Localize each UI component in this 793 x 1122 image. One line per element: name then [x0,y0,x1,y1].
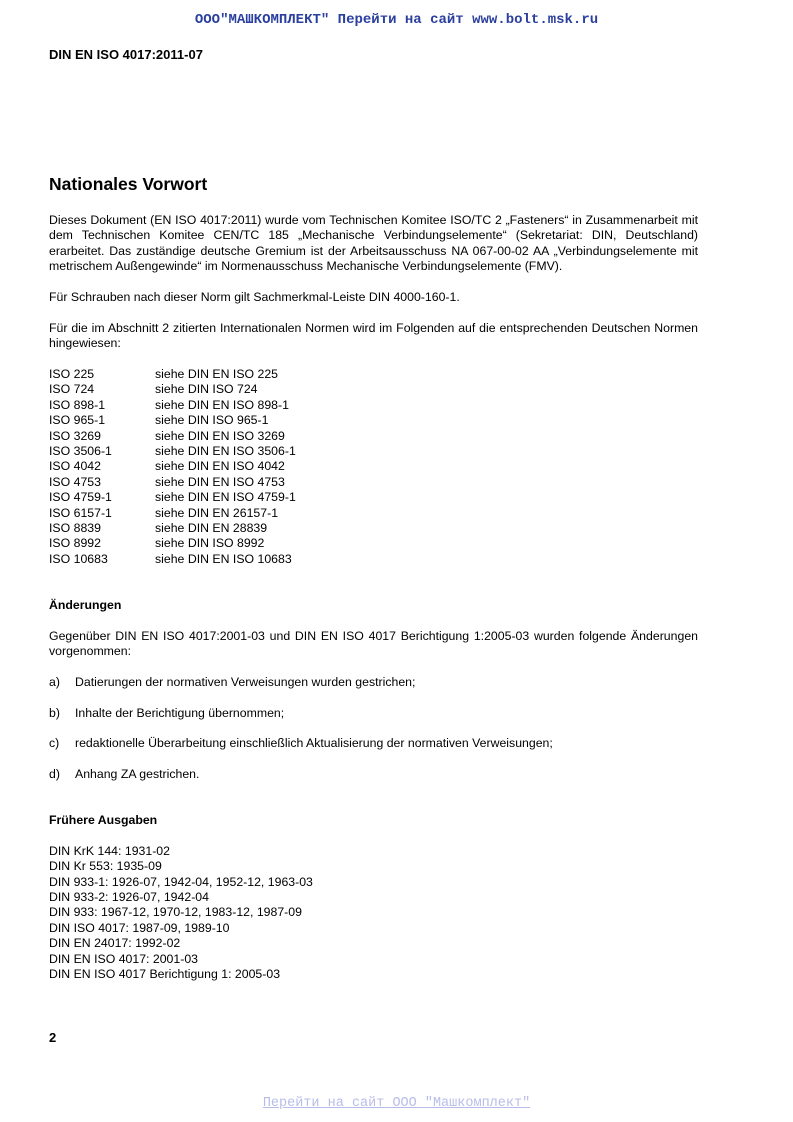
previous-edition: DIN 933-1: 1926-07, 1942-04, 1952-12, 1963-03 [49,874,313,889]
iso-norm: ISO 4759-1 [49,490,112,505]
din-norm: siehe DIN EN 26157-1 [155,505,279,520]
din-norm: siehe DIN EN ISO 225 [155,367,279,382]
document-id: DIN EN ISO 4017:2011-07 [49,47,203,62]
change-text: redaktionelle Überarbeitung einschließlich Aktualisierung der normativen Verweisungen; [75,736,553,751]
change-letter: a) [49,674,60,689]
din-norm: siehe DIN ISO 965-1 [155,413,269,428]
change-item [49,675,698,690]
iso-norm: ISO 3506-1 [49,444,112,459]
previous-edition: DIN Kr 553: 1935-09 [49,859,162,874]
previous-editions-list [49,844,698,983]
change-letter: c) [49,736,60,751]
change-letter: d) [49,767,60,782]
previous-edition: DIN ISO 4017: 1987-09, 1989-10 [49,920,230,935]
din-norm: siehe DIN EN 28839 [155,521,268,536]
norm-reference-table [49,367,698,567]
din-norm: siehe DIN ISO 724 [155,382,258,397]
din-norm: siehe DIN EN ISO 4753 [155,474,285,489]
change-item [49,706,698,721]
din-norm: siehe DIN EN ISO 898-1 [155,397,289,412]
previous-edition: DIN 933-2: 1926-07, 1942-04 [49,889,209,904]
previous-edition: DIN 933: 1967-12, 1970-12, 1983-12, 1987-09 [49,905,302,920]
site-banner-link[interactable]: ООО"МАШКОМПЛЕКТ" Перейти на сайт www.bolt.msk.ru [194,12,599,28]
page-content [49,174,698,982]
footer-site-link[interactable]: Перейти на сайт ООО "Машкомплект" [262,1096,531,1111]
norm-row [49,552,698,567]
norm-row [49,367,698,382]
foreword-paragraph: Dieses Dokument (EN ISO 4017:2011) wurde vom Technischen Komitee ISO/TC 2 „Fasteners“ in Zusammenarbeit mit dem Technischen Komitee CEN/TC 185 „Mechanische Verbindungselemente“ (Sekretariat: DIN, Deutschland) erarbeitet. Das zuständige deutsche Gremium ist der Arbeitsausschuss NA 067-00-02 AA „Verbindungselemente mit metrischem Außengewinde“ im Normenausschuss Mechanische Verbindungselemente (FMV). [49,213,698,274]
previous-editions-heading: Frühere Ausgaben [49,813,158,828]
din-norm: siehe DIN EN ISO 3506-1 [155,444,296,459]
iso-norm: ISO 724 [49,382,95,397]
norm-row [49,536,698,551]
references-paragraph: Für die im Abschnitt 2 zitierten Internationalen Normen wird im Folgenden auf die entsprechenden Deutschen Normen hingewiesen: [49,320,698,351]
din-norm: siehe DIN EN ISO 4042 [155,459,285,474]
change-text: Inhalte der Berichtigung übernommen; [75,705,285,720]
din-norm: siehe DIN EN ISO 10683 [155,551,292,566]
norm-row [49,506,698,521]
norm-row [49,444,698,459]
norm-row [49,475,698,490]
change-item [49,736,698,751]
schrauben-paragraph: Für Schrauben nach dieser Norm gilt Sachmerkmal-Leiste DIN 4000-160-1. [49,290,460,305]
din-norm: siehe DIN ISO 8992 [155,536,265,551]
norm-row [49,490,698,505]
previous-edition: DIN KrK 144: 1931-02 [49,843,170,858]
norm-row [49,521,698,536]
iso-norm: ISO 4042 [49,459,101,474]
previous-edition: DIN EN ISO 4017: 2001-03 [49,951,199,966]
page-number: 2 [49,1030,57,1045]
iso-norm: ISO 8992 [49,536,101,551]
section-title: Nationales Vorwort [49,174,208,194]
previous-edition: DIN EN 24017: 1992-02 [49,936,181,951]
norm-row [49,429,698,444]
iso-norm: ISO 965-1 [49,413,106,428]
change-letter: b) [49,705,60,720]
changes-intro: Gegenüber DIN EN ISO 4017:2001-03 und DIN EN ISO 4017 Berichtigung 1:2005-03 wurden folgende Änderungen vorgenommen: [49,628,698,658]
iso-norm: ISO 6157-1 [49,505,112,520]
change-text: Anhang ZA gestrichen. [75,767,200,782]
iso-norm: ISO 898-1 [49,397,106,412]
norm-row [49,398,698,413]
din-norm: siehe DIN EN ISO 4759-1 [155,490,296,505]
iso-norm: ISO 4753 [49,474,101,489]
din-norm: siehe DIN EN ISO 3269 [155,428,285,443]
iso-norm: ISO 10683 [49,551,108,566]
changes-heading: Änderungen [49,598,122,613]
iso-norm: ISO 8839 [49,521,101,536]
change-text: Datierungen der normativen Verweisungen wurden gestrichen; [75,674,416,689]
norm-row [49,382,698,397]
norm-row [49,459,698,474]
previous-edition: DIN EN ISO 4017 Berichtigung 1: 2005-03 [49,966,281,981]
change-item [49,767,698,782]
iso-norm: ISO 225 [49,367,95,382]
iso-norm: ISO 3269 [49,428,101,443]
norm-row [49,413,698,428]
